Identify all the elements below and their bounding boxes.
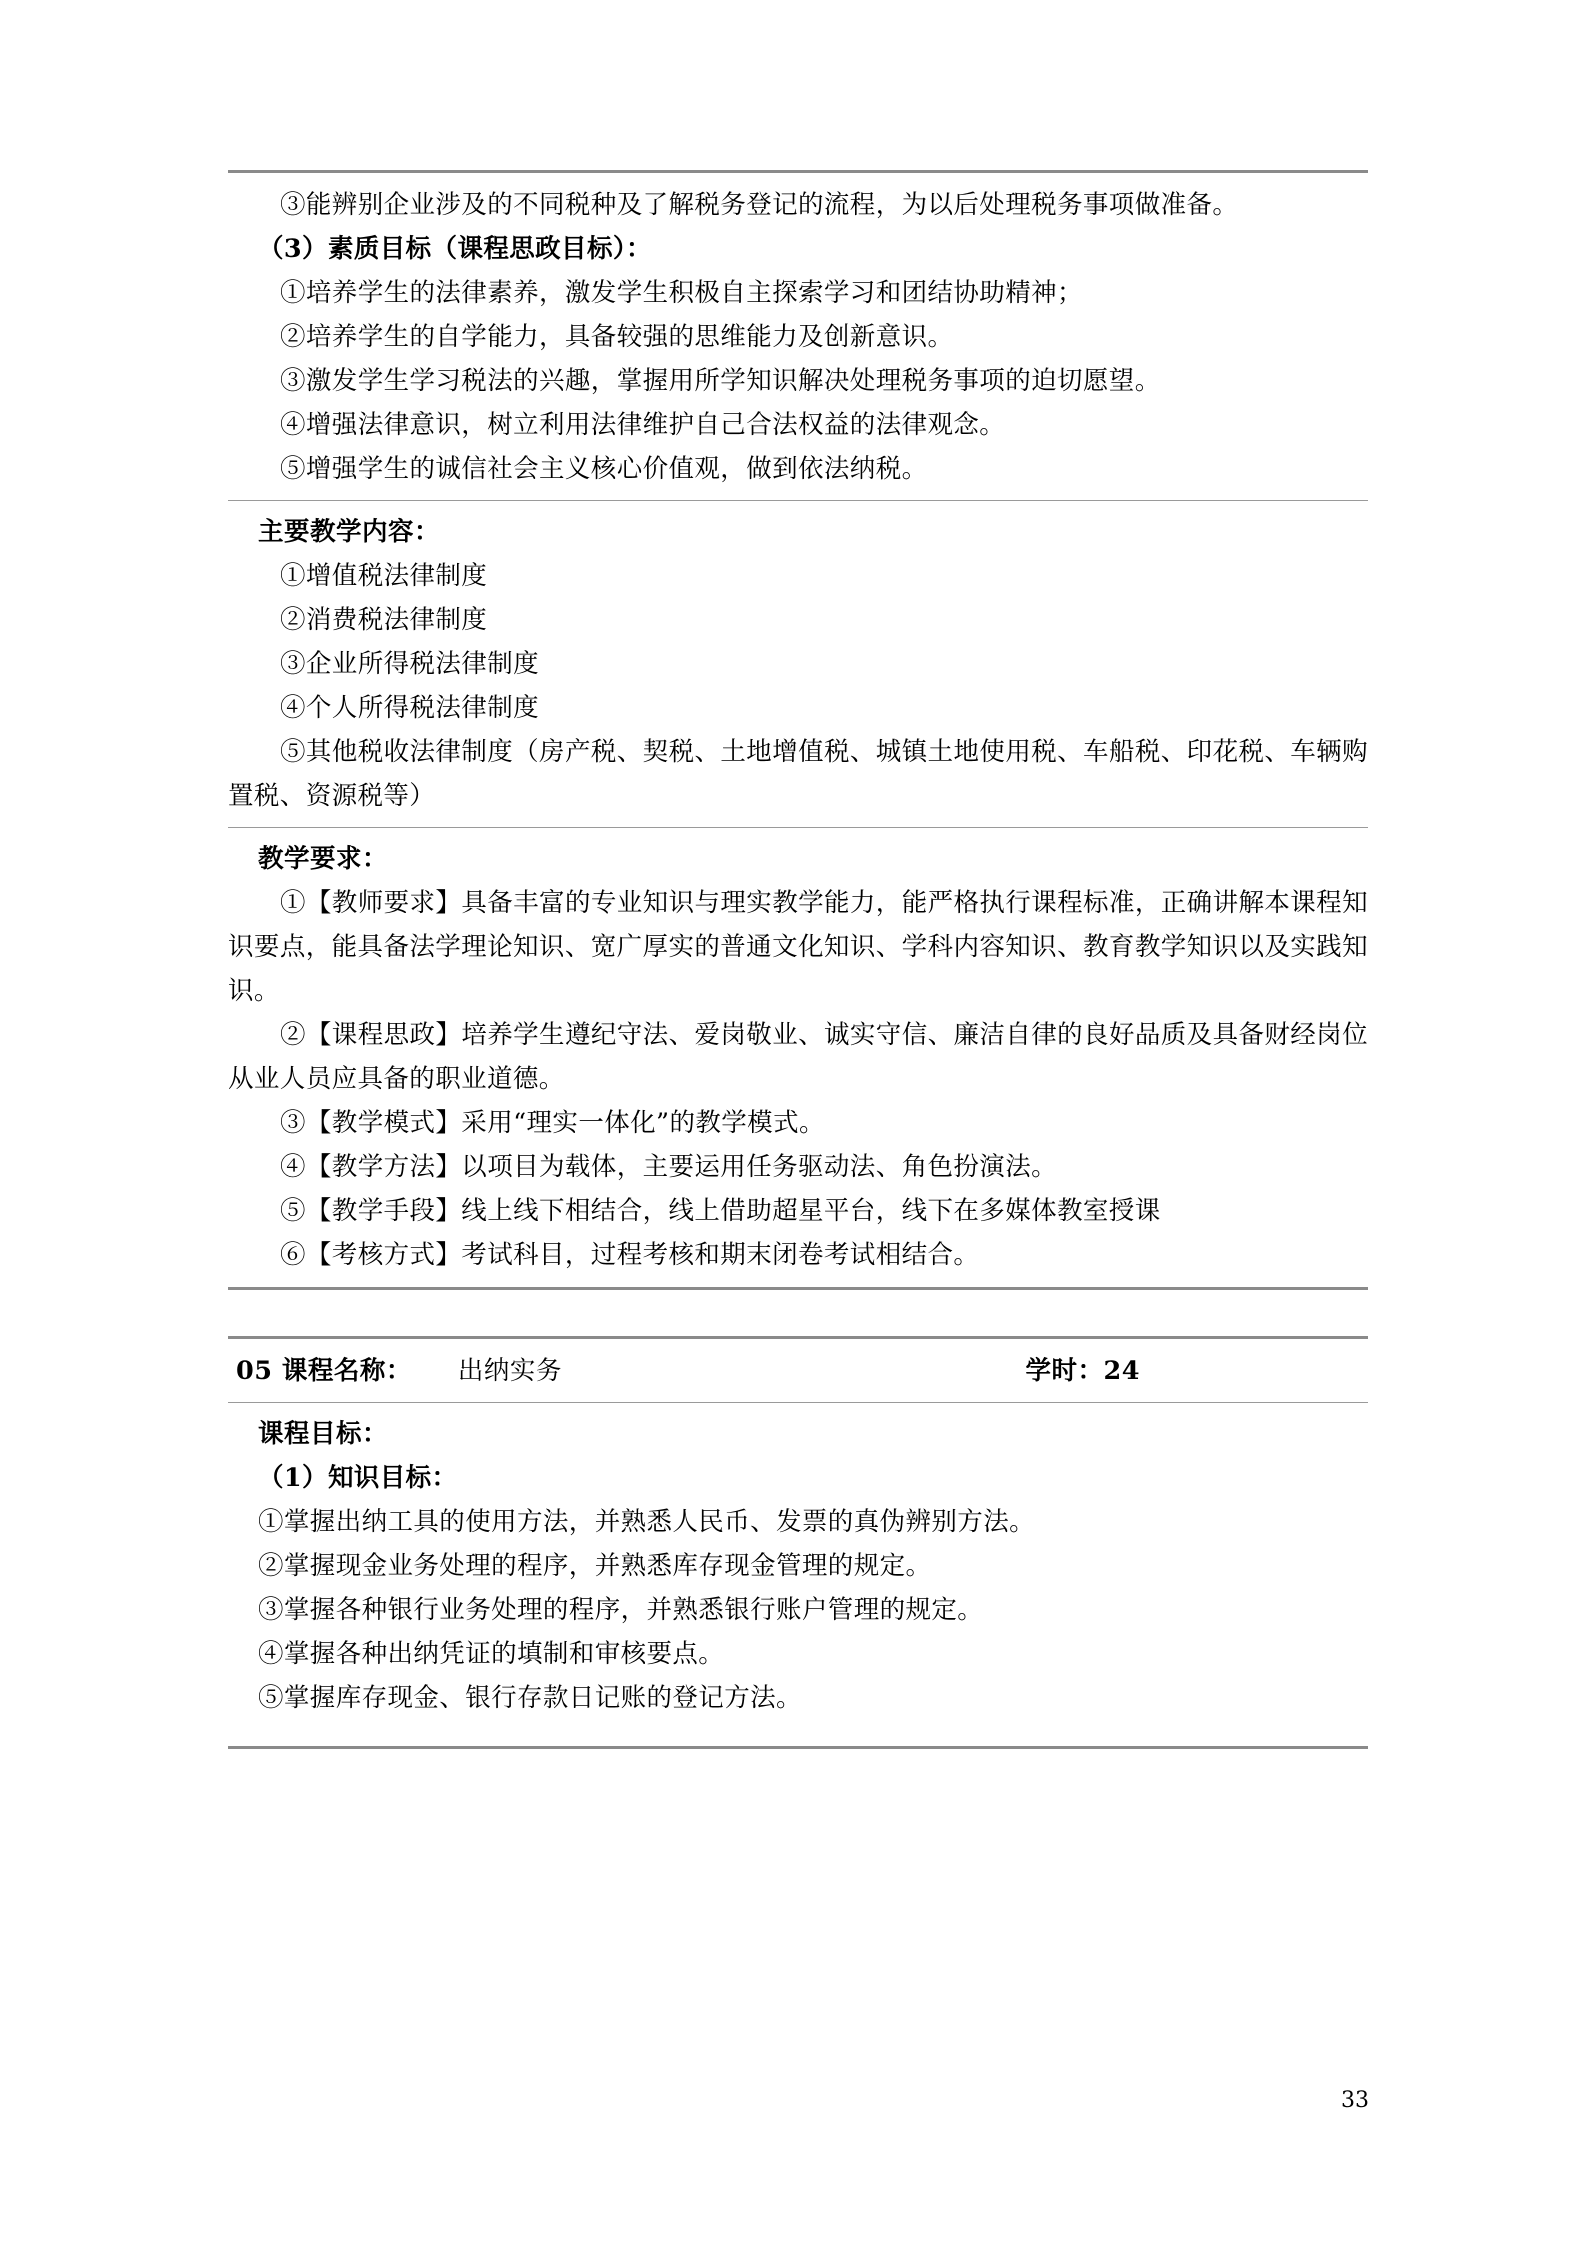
course-objective-title: 课程目标： <box>258 1419 389 1449</box>
divider-bottom <box>228 1746 1368 1749</box>
knowledge-goal-item: ③掌握各种银行业务处理的程序，并熟悉银行账户管理的规定。 <box>258 1595 984 1625</box>
main-content-item: ④个人所得税法律制度 <box>280 693 540 723</box>
knowledge-goal-title: （1）知识目标： <box>258 1463 458 1493</box>
main-content-title: 主要教学内容： <box>258 517 441 547</box>
teaching-requirement-item: ①【教师要求】具备丰富的专业知识与理实教学能力，能严格执行课程标准，正确讲解本课程知识要点，能具备法学理论知识、宽广厚实的普通文化知识、学科内容知识、教育教学知识以及实践知识。 <box>228 888 1368 1006</box>
quality-goal-item: ②培养学生的自学能力，具备较强的思维能力及创新意识。 <box>280 322 954 352</box>
spacer <box>228 1720 1368 1746</box>
knowledge-goal-item: ②掌握现金业务处理的程序，并熟悉库存现金管理的规定。 <box>258 1551 932 1581</box>
course-hours: 学时：24 <box>1025 1356 1140 1386</box>
quality-goal-item: ③激发学生学习税法的兴趣，掌握用所学知识解决处理税务事项的迫切愿望。 <box>280 366 1161 396</box>
divider-wrap <box>228 491 1368 510</box>
course-number-label: 05 课程名称： <box>236 1356 412 1386</box>
main-content-item: ⑤其他税收法律制度（房产税、契税、土地增值税、城镇土地使用税、车船税、印花税、车辆购置税、资源税等） <box>228 737 1368 811</box>
teaching-requirement-item: ③【教学模式】采用“理实一体化”的教学模式。 <box>280 1108 825 1138</box>
teaching-requirement-item: ②【课程思政】培养学生遵纪守法、爱岗敬业、诚实守信、廉洁自律的良好品质及具备财经岗位从业人员应具备的职业道德。 <box>228 1020 1368 1094</box>
divider-main-content <box>228 500 1368 501</box>
knowledge-item-3: ③能辨别企业涉及的不同税种及了解税务登记的流程，为以后处理税务事项做准备。 <box>280 190 1239 220</box>
course-header-row <box>228 1349 1368 1393</box>
course-name: 出纳实务 <box>457 1356 562 1386</box>
main-content-item: ①增值税法律制度 <box>280 561 488 591</box>
divider-wrap <box>228 1393 1368 1412</box>
divider-wrap <box>228 818 1368 837</box>
quality-goal-item: ⑤增强学生的诚信社会主义核心价值观，做到依法纳税。 <box>280 454 928 484</box>
quality-goal-item: ①培养学生的法律素养，激发学生积极自主探索学习和团结协助精神； <box>280 278 1083 308</box>
divider-teaching-requirement <box>228 827 1368 828</box>
knowledge-goal-item: ⑤掌握库存现金、银行存款日记账的登记方法。 <box>258 1683 802 1713</box>
teaching-requirement-item: ④【教学方法】以项目为载体，主要运用任务驱动法、角色扮演法。 <box>280 1152 1058 1182</box>
page-content <box>228 170 1368 1749</box>
teaching-requirement-item: ⑤【教学手段】线上线下相结合，线上借助超星平台，线下在多媒体教室授课 <box>280 1196 1161 1226</box>
page-number: 33 <box>1341 2088 1369 2113</box>
main-content-item: ③企业所得税法律制度 <box>280 649 540 679</box>
teaching-requirement-item: ⑥【考核方式】考试科目，过程考核和期末闭卷考试相结合。 <box>280 1240 980 1270</box>
spacer <box>228 1339 1368 1349</box>
divider-course05-objective <box>228 1402 1368 1403</box>
quality-goal-title: （3）素质目标（课程思政目标）： <box>258 234 652 264</box>
main-content-item: ②消费税法律制度 <box>280 605 488 635</box>
knowledge-goal-item: ①掌握出纳工具的使用方法，并熟悉人民币、发票的真伪辨别方法。 <box>258 1507 1036 1537</box>
quality-goal-item: ④增强法律意识，树立利用法律维护自己合法权益的法律观念。 <box>280 410 1006 440</box>
knowledge-goal-item: ④掌握各种出纳凭证的填制和审核要点。 <box>258 1639 725 1669</box>
spacer <box>228 1277 1368 1287</box>
spacer <box>228 173 1368 183</box>
spacer <box>228 1290 1368 1336</box>
teaching-requirement-title: 教学要求： <box>258 844 389 874</box>
